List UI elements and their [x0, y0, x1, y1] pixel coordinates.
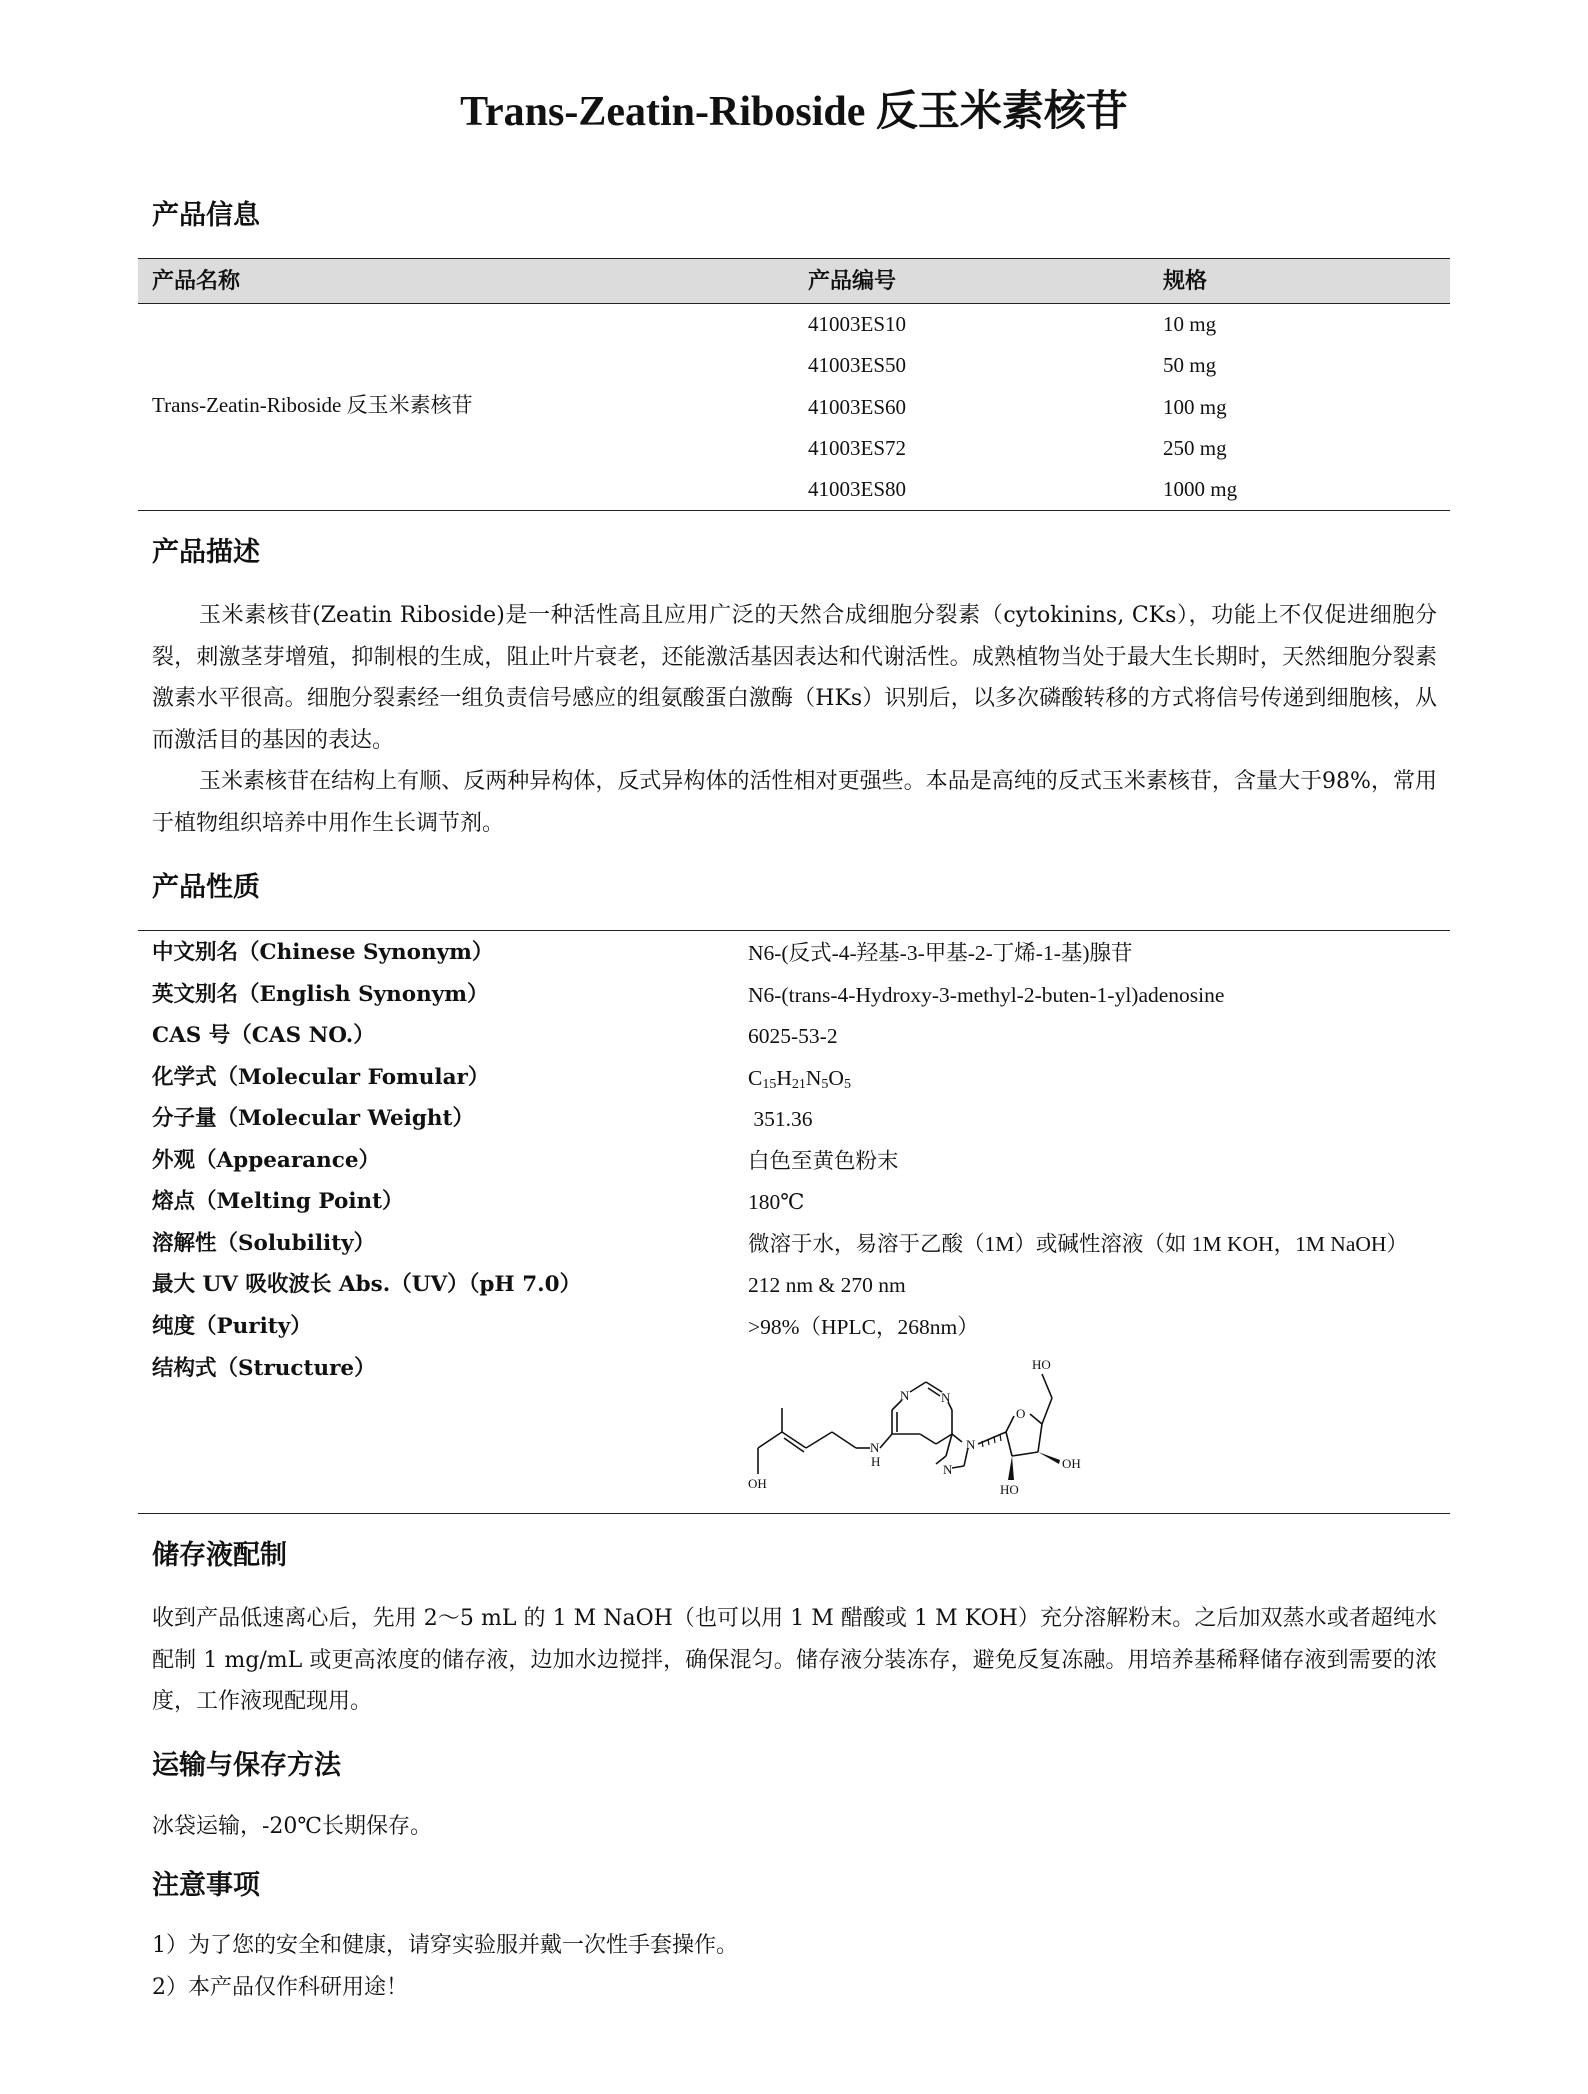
header-spec: 规格 — [1163, 268, 1208, 294]
product-spec-cell: 100 mg — [1163, 395, 1227, 419]
property-value: N6-(trans-4-Hydroxy-3-methyl-2-buten-1-yl)adenosine — [748, 983, 1225, 1007]
note-item: 1）为了您的安全和健康，请穿实验服并戴一次性手套操作。 — [152, 1933, 738, 1958]
property-value: 微溶于水，易溶于乙酸（1M）或碱性溶液（如 1M KOH，1M NaOH） — [748, 1232, 1408, 1256]
properties-bottom-rule — [138, 1513, 1450, 1514]
property-label: 溶解性（Solubility） — [152, 1231, 376, 1256]
structure-label-ho-bottom: HO — [1000, 1482, 1019, 1497]
product-code-cell: 41003ES10 — [808, 312, 907, 336]
product-table-header — [138, 258, 1450, 304]
property-value: 212 nm & 270 nm — [748, 1273, 906, 1297]
description-paragraph-2: 玉米素核苷在结构上有顺、反两种异构体，反式异构体的活性相对更强些。本品是高纯的反式玉米素核苷，含量大于98%，常用于植物组织培养中用作生长调节剂。 — [152, 769, 1437, 836]
property-label: 结构式（Structure） — [152, 1356, 376, 1381]
page-title: Trans-Zeatin-Riboside 反玉米素核苷 — [460, 89, 1128, 135]
structure-label-oh-right: OH — [1062, 1456, 1081, 1471]
product-code-cell: 41003ES60 — [808, 395, 907, 419]
product-code-cell: 41003ES80 — [808, 477, 907, 501]
property-label: 化学式（Molecular Fomular） — [152, 1065, 490, 1090]
property-value: >98%（HPLC，268nm） — [748, 1315, 979, 1339]
property-value: 180℃ — [748, 1190, 805, 1214]
section-heading-properties: 产品性质 — [152, 872, 260, 903]
structure-label-ho-top: HO — [1032, 1357, 1051, 1372]
product-name-cell: Trans-Zeatin-Riboside 反玉米素核苷 — [152, 393, 473, 417]
property-label: CAS 号（CAS NO.） — [152, 1023, 375, 1048]
property-value: 351.36 — [748, 1107, 813, 1131]
section-heading-notes: 注意事项 — [152, 1870, 260, 1901]
structure-label-oh-left: OH — [748, 1476, 767, 1491]
product-spec-cell: 250 mg — [1163, 436, 1227, 460]
property-label: 中文别名（Chinese Synonym） — [152, 940, 494, 965]
section-heading-stock: 储存液配制 — [152, 1540, 287, 1571]
property-label: 外观（Appearance） — [152, 1148, 381, 1173]
structure-label-h-amine: H — [871, 1454, 881, 1469]
product-spec-cell: 50 mg — [1163, 353, 1217, 377]
note-item: 2）本产品仅作科研用途！ — [152, 1975, 408, 2000]
table-bottom-rule — [138, 510, 1450, 511]
structure-label-n-amine: N — [870, 1440, 880, 1455]
description-paragraph-1: 玉米素核苷(Zeatin Riboside)是一种活性高且应用广泛的天然合成细胞分裂素（cytokinins, CKs），功能上不仅促进细胞分裂，刺激茎芽增殖，抑制根的生成，阻止叶片衰老，还能激活基因表达和代谢活性。成熟植物当处于最大生长期时，天然细胞分裂素激素水平很高。细胞分裂素经一组负责信号感应的组氨酸蛋白激酶（HKs）识别后，以多次磷酸转移的方式将信号传递到细胞核，从而激活目的基因的表达。 — [152, 603, 1437, 753]
header-product-name: 产品名称 — [152, 268, 241, 294]
structure-label-n: N — [941, 1390, 951, 1405]
chemical-structure — [740, 1352, 1120, 1512]
structure-label-n: N — [943, 1462, 953, 1477]
property-value: 6025-53-2 — [748, 1024, 838, 1048]
product-code-cell: 41003ES72 — [808, 436, 907, 460]
shipping-text: 冰袋运输，-20℃长期保存。 — [152, 1814, 433, 1839]
property-label: 纯度（Purity） — [152, 1314, 312, 1339]
header-product-code: 产品编号 — [808, 268, 897, 294]
property-value: 白色至黄色粉末 — [748, 1149, 899, 1173]
structure-label-n: N — [966, 1437, 976, 1452]
molecular-formula: $C_{15}H_{21}N_5O_5$ — [748, 1066, 851, 1092]
stock-text: 收到产品低速离心后，先用 2～5 mL 的 1 M NaOH（也可以用 1 M 醋酸或 1 M KOH）充分溶解粉末。之后加双蒸水或者超纯水配制 1 mg/mL 或更高浓度的储存液，边加水边搅拌，确保混匀。储存液分装冻存，避免反复冻融。用培养基稀释储存液到需要的浓度，工作液现配现用。 — [152, 1606, 1437, 1714]
description-text — [152, 595, 1437, 844]
property-value: N6-(反式-4-羟基-3-甲基-2-丁烯-1-基)腺苷 — [748, 941, 1133, 965]
property-label: 英文别名（English Synonym） — [152, 982, 489, 1007]
properties-top-rule — [138, 930, 1450, 931]
property-label: 分子量（Molecular Weight） — [152, 1106, 474, 1131]
section-heading-shipping: 运输与保存方法 — [152, 1750, 341, 1781]
structure-label-o-ring: O — [1016, 1406, 1026, 1421]
product-spec-cell: 10 mg — [1163, 312, 1217, 336]
structure-label-n: N — [900, 1388, 910, 1403]
section-heading-product-info: 产品信息 — [152, 200, 260, 231]
product-code-cell: 41003ES50 — [808, 353, 907, 377]
property-label: 最大 UV 吸收波长 Abs.（UV）（pH 7.0） — [152, 1272, 582, 1297]
section-heading-description: 产品描述 — [152, 537, 260, 568]
property-label: 熔点（Melting Point） — [152, 1189, 404, 1214]
product-spec-cell: 1000 mg — [1163, 477, 1238, 501]
